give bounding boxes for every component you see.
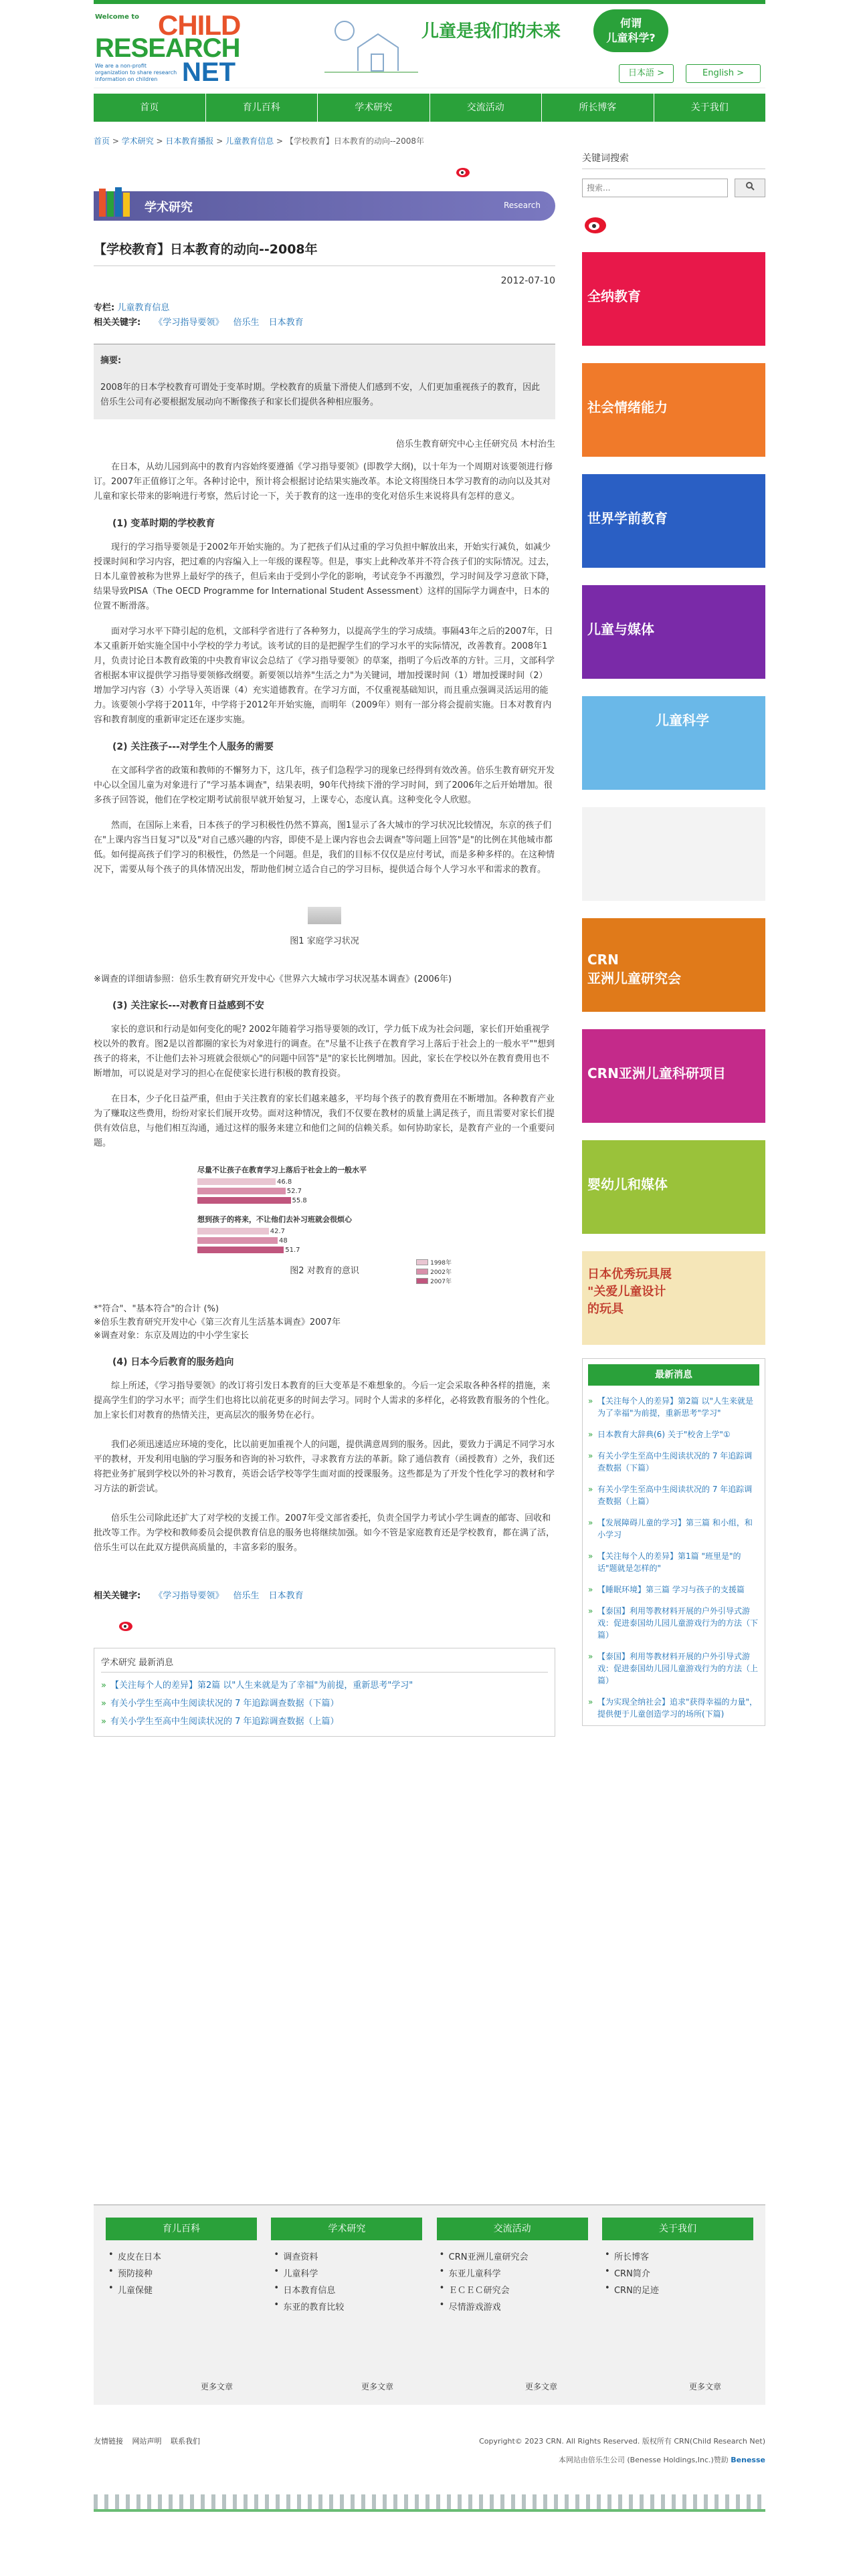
footer-column-title[interactable]: 关于我们 [602, 2218, 753, 2240]
main-content [94, 151, 555, 1737]
slogan: 儿童是我们的未来 [421, 21, 561, 41]
figure1-caption: 图1 家庭学习状况 [290, 936, 359, 946]
sidebar-banner[interactable] [582, 918, 765, 1012]
footer-bottom [94, 2436, 765, 2464]
column-label: 专栏: [94, 303, 115, 313]
logo-tagline: We are a non-profit organization to share research information on children [95, 63, 177, 82]
chart-bar-row [197, 1246, 452, 1254]
subheading: (2) 关注孩子---对学生个人服务的需要 [112, 742, 274, 752]
more-link[interactable]: 更多文章 [201, 2382, 233, 2391]
nav-home[interactable]: 首页 [94, 94, 206, 122]
column-link[interactable]: 儿童教育信息 [117, 303, 170, 313]
sidebar-banner-title: 儿童科学 [656, 712, 709, 728]
abstract-label: 摘要: [100, 356, 122, 366]
weibo-share-icon[interactable] [455, 165, 472, 178]
chart-bar-value: 52.7 [286, 1187, 302, 1195]
footer-column [602, 2218, 753, 2313]
news-item[interactable]: » 日本教育大辞典(6) 关于"校舍上学"① [588, 1428, 759, 1440]
sidebar-banner[interactable] [582, 252, 765, 346]
sidebar-banner[interactable] [582, 807, 765, 901]
crumb-separator: > [110, 136, 122, 146]
news-item[interactable]: » 【为实现全纳社会】追求"获得幸福的力量"，提供便于儿童创造学习的场所(下篇) [588, 1696, 759, 1720]
figure2-caption: 图2 对教育的意识 [290, 1266, 359, 1276]
sidebar-banner-title: 世界学前教育 [587, 510, 668, 526]
chart-bar-row [197, 1227, 452, 1235]
nav-about[interactable]: 关于我们 [690, 102, 729, 113]
article-meta [94, 301, 555, 330]
footer-column [106, 2218, 257, 2313]
news-item[interactable]: » 有关小学生至高中生阅读状况的 7 年追踪调查数据（上篇） [588, 1483, 759, 1507]
sponsor-text: 本网站由倍乐生公司 (Benesse Holdings,Inc.)赞助 Benesse [558, 2456, 765, 2464]
chart-bar [197, 1247, 284, 1253]
news-item[interactable]: » 【泰国】利用等教材料开展的户外引导式游戏：促进泰国幼儿园儿童游戏行为的方法（下篇） [588, 1605, 759, 1641]
footer-column-title[interactable]: 交流活动 [437, 2218, 588, 2240]
chart-bar-row [197, 1178, 452, 1186]
chart-bar-value: 48 [279, 1237, 288, 1245]
footer-link[interactable]: • CRN亚洲儿童研究会 [437, 2250, 588, 2262]
legend-swatch [416, 1278, 428, 1284]
search-input[interactable] [582, 179, 728, 197]
section-header [94, 191, 555, 221]
footer-link[interactable]: • 预防接种 [106, 2266, 257, 2279]
sidebar-banner[interactable] [582, 1140, 765, 1234]
related-item[interactable]: » 【关注每个人的差异】第2篇 以"人生来就是为了幸福"为前提，重新思考"学习" [101, 1678, 548, 1691]
paragraph: 家长的意识和行动是如何变化的呢? 2002年随着学习指导要领的改订，学力低下成为社会问题，家长们开始重视学校以外的教育。图2是以首都圈的家长为对象进行的调查。在"尽量不让孩子在教育学习上落后于社会上的一般水平""想到孩子的将来，不让他们去补习班就会很烦心"的问题中回答"是"的家长比例增加。因此，家长在学校以外在教育费用也不断增加，可以说是对学习的担心在促使家长进行积极的教育投资。 [94, 1025, 555, 1079]
footer-link[interactable]: 友情链接 [94, 2437, 123, 2446]
note: ※调查的详细请参照：倍乐生教育研究开发中心《世界六大城市学习状况基本调查》(2006年) [94, 974, 452, 984]
chart-bar-value: 46.8 [277, 1178, 292, 1186]
related-item[interactable]: » 有关小学生至高中生阅读状况的 7 年追踪调查数据（上篇） [101, 1714, 548, 1727]
main-nav [94, 94, 765, 122]
paragraph: 现行的学习指导要领是于2002年开始实施的。为了把孩子们从过重的学习负担中解放出来，开始实行减负，如减少授课时间和学习内容，把过难的内容编入上一年级的课程等。但是，事实上此种改革并不符合孩子们的实际情况。过去，日本儿童曾被称为世界上最好学的孩子，但后来由于受到小学化的影响，考试竞争不再激烈，学习时间及学习意欲下降，结果导致PISA（The OECD Programme for International Student Assessment）这样的国际学力调查中，日本的位置不断滑落。 [94, 542, 555, 611]
legend-item [416, 1258, 452, 1267]
chart-bar-value: 42.7 [270, 1227, 286, 1235]
figure2-notes [94, 1303, 555, 1343]
note: ※倍乐生教育研究开发中心《第三次育儿生活基本调查》2007年 [94, 1317, 341, 1327]
footer-link[interactable]: • 日本教育信息 [271, 2283, 422, 2296]
footer-link[interactable]: • CRN的足迹 [602, 2283, 753, 2296]
footer-column [271, 2218, 422, 2313]
sidebar-banner-title: CRN亚洲儿童科研项目 [587, 1065, 726, 1081]
sidebar-banner-title: 儿童与媒体 [587, 621, 654, 637]
news-item[interactable]: » 【泰国】利用等教材料开展的户外引导式游戏：促进泰国幼儿园儿童游戏行为的方法（上篇） [588, 1650, 759, 1687]
paragraph: 在日本，从幼儿园到高中的教育内容始终要遵循《学习指导要领》(即教学大纲)，以十年为一个周期对该要领进行修订。2007年正值修订之年。各种讨论中，预计将会根据讨论结果实施改革。本论文将围绕日本学习教育的动向以及其对儿童和家长带来的影响进行考察，然后讨论一下，关于教育的这一连串的变化对倍乐生来说将具有怎样的意义。 [94, 462, 553, 502]
crn-logo[interactable] [94, 9, 248, 87]
chart-bar-row [197, 1237, 452, 1245]
footer-link[interactable]: • 儿童保健 [106, 2283, 257, 2296]
legend-swatch [416, 1259, 428, 1265]
footer-link[interactable]: • CRN简介 [602, 2266, 753, 2279]
sidebar-banner-title: 社会情绪能力 [587, 399, 668, 415]
keyword-link[interactable]: 日本教育 [268, 1591, 304, 1601]
abstract-text: 2008年的日本学校教育可谓处于变革时期。学校教育的质量下滑使人们感到不安，人们更加重视孩子的教育，因此倍乐生公司有必要根据发展动向不断像孩子和家长们提供各种相应服务。 [100, 383, 541, 407]
related-articles [94, 1648, 555, 1737]
site-header [94, 4, 765, 88]
note: *"符合"、"基本符合"的合计 (%) [94, 1304, 219, 1314]
legend-item [416, 1277, 452, 1285]
more-link[interactable]: 更多文章 [361, 2382, 394, 2391]
author-line: 倍乐生教育研究中心主任研究员 木村治生 [395, 439, 555, 449]
related-header: 学术研究 最新消息 [101, 1655, 548, 1673]
chart-group-label: 想到孩子的将来，不让他们去补习班就会很烦心 [197, 1215, 352, 1224]
books-icon [98, 186, 138, 218]
legend-item [416, 1267, 452, 1276]
paragraph: 在文部科学省的政策和教师的不懈努力下，这几年，孩子们急程学习的现象已经得到有效改善。倍乐生教育研究开发中心以全国儿童为对象进行了"学习基本调查"，结果表明，90年代持续下滑的学习时间，到了2006年之后开始增加。很多孩子回答说，他们在学校定期考试前很早就开始复习，上课专心，态度认真。这种变化令人欣慰。 [94, 766, 555, 805]
section-subtitle: Research [503, 201, 541, 210]
chart-bar [197, 1178, 276, 1185]
news-item[interactable]: » 【关注每个人的差异】第1篇 "班里是"的话"题就是怎样的" [588, 1550, 759, 1574]
footer-link[interactable]: • 东亚的教育比较 [271, 2300, 422, 2313]
chart-bar-row [197, 1196, 452, 1204]
chart-bar [197, 1228, 269, 1235]
breadcrumb [94, 135, 765, 146]
article-date: 2012-07-10 [500, 276, 555, 286]
crumb-current: 【学校教育】日本教育的动向--2008年 [285, 136, 425, 146]
footer-link[interactable]: • 所长博客 [602, 2250, 753, 2262]
what-is-child-science-bubble[interactable]: 何谓 儿童科学? [593, 9, 668, 52]
footer-link[interactable]: • 尽情游戏游戏 [437, 2300, 588, 2313]
news-item[interactable]: » 【关注每个人的差异】第2篇 以"人生来就是为了幸福"为前提，重新思考"学习" [588, 1395, 759, 1419]
crumb-separator: > [153, 136, 166, 146]
sidebar-banner-title: 日本优秀玩具展 "关爱儿童设计 的玩具 [587, 1267, 672, 1316]
nav-parenting[interactable]: 育儿百科 [206, 94, 318, 122]
news-item[interactable]: » 【发展障碍儿童的学习】第三篇 和小组，和小学习 [588, 1517, 759, 1541]
house-illustration [324, 11, 418, 83]
english-link[interactable]: English > [686, 64, 761, 83]
keyword-link[interactable]: 《学习指导要领》 [154, 318, 224, 328]
japanese-link[interactable]: 日本語 > [619, 64, 674, 83]
footer-link[interactable]: 网站声明 [132, 2437, 162, 2446]
footer-link[interactable]: • 儿童科学 [271, 2266, 422, 2279]
latest-news [582, 1358, 765, 1726]
keywords-label: 相关关键字: [94, 1591, 141, 1601]
bottom-keywords [94, 1589, 555, 1604]
sidebar-banner-title: 全纳教育 [587, 288, 641, 304]
sidebar-banner[interactable] [582, 696, 765, 790]
footer-column [437, 2218, 588, 2313]
latest-news-header: 最新消息 [588, 1364, 759, 1386]
section-title: 学术研究 [145, 201, 193, 215]
sidebar-banner[interactable] [582, 585, 765, 679]
footer-link[interactable]: 联系我们 [171, 2437, 200, 2446]
legend-label: 2007年 [430, 1279, 452, 1285]
crumb-japan-education[interactable]: 日本教育播报 [165, 136, 214, 146]
crumb-separator: > [213, 136, 226, 146]
footer-column-title[interactable]: 学术研究 [271, 2218, 422, 2240]
sidebar-banner-title: 婴幼儿和媒体 [587, 1176, 668, 1192]
footer-link[interactable]: • ＥＣＥＣ研究会 [437, 2283, 588, 2296]
paragraph: 我们必须迅速适应环境的变化，比以前更加重视个人的问题，提供满意周到的服务。因此，要致力于满足不同学习水平的教材，开发利用电脑的学习服务和咨询的补习软件，寻求教育方法的革新。除了通信教育（函授教育）之外，我们还将把业务扩展到学校以外的补习教育，英语会话学校等学生面对面的授课服务。这些都是为了开发个性化学习的教材和学习方法的新尝试。 [94, 1440, 555, 1494]
note: ※调查对象：东京及周边的中小学生家长 [94, 1331, 249, 1341]
copyright [479, 2436, 765, 2465]
footer-sitemap [94, 2204, 765, 2405]
logo-child: CHILD [158, 9, 241, 41]
footer-link[interactable]: • 皮皮在日本 [106, 2250, 257, 2262]
news-item[interactable]: » 【睡眠环境】第三篇 学习与孩子的支援篇 [588, 1584, 759, 1596]
sidebar-banner[interactable] [582, 1251, 765, 1345]
paragraph: 在日本，少子化日益严重，但由于关注教育的家长们越来越多，平均每个孩子的教育费用在不断增加。各种教育产业为了赚取这些费用，纷纷对家长们展开攻势。面对这种情况，我们不仅要在教材的质量上满足孩子，而且需要对家长们提供有效信息，与他们相互沟通，通过这样的服务来建立和他们之间的信赖关系。如何协助家长，是教育产业的一个重要问题。 [94, 1094, 555, 1148]
related-item[interactable]: » 有关小学生至高中生阅读状况的 7 年追踪调查数据（下篇） [101, 1696, 548, 1709]
nav-research[interactable]: 学术研究 [318, 94, 430, 122]
subheading: (3) 关注家长---对教育日益感到不安 [112, 1000, 264, 1011]
logo-welcome: Welcome to [95, 13, 140, 21]
more-link[interactable]: 更多文章 [525, 2382, 558, 2391]
keyword-link[interactable]: 《学习指导要领》 [154, 1591, 224, 1601]
more-link[interactable]: 更多文章 [689, 2382, 722, 2391]
chart-bar [197, 1237, 278, 1244]
search-button[interactable] [735, 179, 765, 197]
paragraph: 面对学习水平下降引起的危机，文部科学省进行了各种努力，以提高学生的学习成绩。事隔43年之后的2007年，日本又重新开始实施全国中小学校的学力考试。该考试的目的是把握学生们的学习水平的实际情况，改善教育。2008年1月，负责讨论日本教育政策的中央教育审议会总结了《学习指导要领》的草案，指明了今后改革的方针。三月，文部科学省根据本审议提供学习指导要领修改纲要。新要领以培养"生活之力"为关键词，增加授课时间（1）增加授课时间（2）增加学习内容（3）小学导入英语课（4）充实道德教育。在学习方面，不仅重视基础知识，而且重点强调灵活运用的能力。该要领小学将于2011年，中学将于2012年开始实施，而明年（2009年）则有一部分将会提前实施。日本对教育内容和教育制度的重新审定还在逐步实施。 [94, 627, 555, 725]
crumb-separator: > [274, 136, 286, 146]
copyright-text: Copyright© 2023 CRN. All Rights Reserved. 版权所有 CRN(Child Research Net) [479, 2437, 765, 2446]
keyword-search-label: 关键词搜索 [582, 151, 765, 169]
children-silhouette-strip [94, 2494, 765, 2512]
footer-column-title[interactable]: 育儿百科 [106, 2218, 257, 2240]
keywords-label: 相关关键字: [94, 318, 141, 328]
news-item[interactable]: » 有关小学生至高中生阅读状况的 7 年追踪调查数据（下篇） [588, 1450, 759, 1474]
nav-director-blog[interactable]: 所长博客 [542, 94, 654, 122]
weibo-share-icon[interactable] [118, 1618, 135, 1632]
crumb-home[interactable]: 首页 [94, 136, 110, 146]
logo-research: RESEARCH [95, 33, 240, 63]
logo-net: NET [182, 58, 235, 87]
abstract-box [94, 344, 555, 419]
footer-link[interactable]: • 东亚儿童科学 [437, 2266, 588, 2279]
paragraph: 倍乐生公司除此还扩大了对学校的支援工作。2007年受文部省委托，负责全国学力考试小学生调查的邮寄、回收和批改等工作。为学校和教师委员会提供教育信息的服务也将继续加强。如今不管是家庭教育还是学校教育，都在满了活，倍乐生可以在此双方提供高质量的，丰富多彩的服务。 [94, 1513, 555, 1553]
keyword-link[interactable]: 倍乐生 [233, 318, 260, 328]
search-icon [745, 181, 755, 191]
footer-link[interactable]: • 调查资料 [271, 2250, 422, 2262]
crumb-research[interactable]: 学术研究 [121, 136, 154, 146]
legend-label: 2002年 [430, 1269, 452, 1276]
sidebar-banner[interactable] [582, 1029, 765, 1123]
chart-bar [197, 1197, 291, 1204]
chart-bar [197, 1188, 286, 1194]
article-title: 【学校教育】日本教育的动向--2008年 [94, 239, 555, 266]
legend-swatch [416, 1269, 428, 1275]
subheading: (1) 变革时期的学校教育 [112, 518, 215, 529]
subheading: (4) 日本今后教育的服务趋向 [112, 1357, 234, 1368]
chart-bar-row [197, 1187, 452, 1195]
keyword-link[interactable]: 倍乐生 [233, 1591, 260, 1601]
weibo-icon[interactable] [582, 212, 609, 236]
chart-bar-value: 55.8 [292, 1196, 307, 1204]
chart-bar-value: 51.7 [285, 1246, 300, 1254]
benesse-logo: Benesse [731, 2456, 765, 2464]
search-box [582, 179, 765, 197]
chart-group-label: 尽量不让孩子在教育学习上落后于社会上的一般水平 [197, 1166, 367, 1174]
nav-exchange[interactable]: 交流活动 [430, 94, 543, 122]
legend-label: 1998年 [430, 1260, 452, 1267]
sidebar-banner[interactable] [582, 474, 765, 568]
sidebar-banner[interactable] [582, 363, 765, 457]
chart-legend [416, 1258, 452, 1286]
crumb-child-education[interactable]: 儿童教育信息 [225, 136, 274, 146]
figure1-thumbnail[interactable] [308, 907, 341, 924]
paragraph: 综上所述，《学习指导要领》的改订将引发日本教育的巨大变革是不难想象的。今后一定会采取各种各样的措施，来提高学生们的学习水平；而学生们也将比以前花更多的时间去学习。同时个人需求的多样化，必将致教育服务的个性化。加上家长们对教育的热情关注，更高层次的服务势在必行。 [94, 1381, 555, 1420]
sidebar [582, 151, 765, 1726]
paragraph: 然而，在国际上来看，日本孩子的学习积极性仍然不算高，图1显示了各大城市的学习状况比较情况，东京的孩子们在"上课内容当日复习"以及"对自己感兴趣的内容，即使不是上课内容也会去调查"等问题上回答"是"的比例在其他城市都低。如何提高孩子们学习的积极性，仍然是一个问题。但是，我们的目标不仅仅是应付考试，而是多种多样的。在这种情况下，需要从每个孩子的具体情况出发，帮助他们树立适合自己的学习目标，提供适合每个人学习水平和需求的教育。 [94, 821, 555, 875]
keyword-link[interactable]: 日本教育 [268, 318, 304, 328]
sidebar-banner-title: CRN 亚洲儿童研究会 [587, 952, 681, 986]
